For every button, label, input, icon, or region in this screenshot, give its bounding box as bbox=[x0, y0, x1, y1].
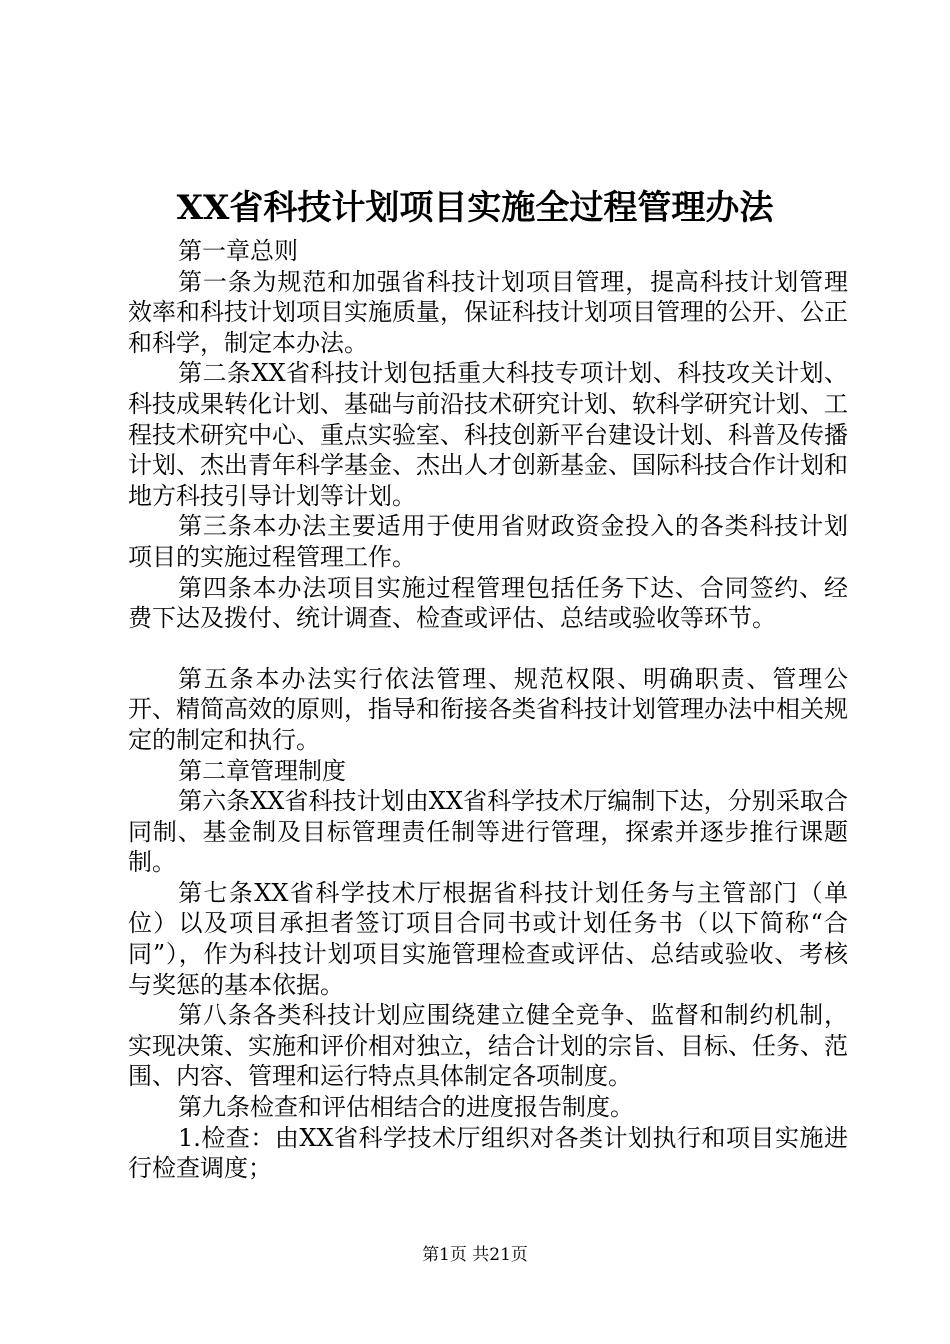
article-9: 第九条检查和评估相结合的进度报告制度。 bbox=[178, 1093, 634, 1122]
article-8: 第八条各类科技计划应围绕建立健全竞争、监督和制约机制，实现决策、实施和评价相对独立，结合计划的宗旨、目标、任务、范围、内容、管理和运行特点具体制定各项制度。 bbox=[128, 1001, 848, 1091]
article-6: 第六条XX省科技计划由XX省科学技术厅编制下达，分别采取合同制、基金制及目标管理责任制等进行管理，探索并逐步推行课题制。 bbox=[128, 787, 848, 877]
article-9-item-1: 1.检查：由XX省科学技术厅组织对各类计划执行和项目实施进行检查调度； bbox=[128, 1123, 848, 1183]
article-5: 第五条本办法实行依法管理、规范权限、明确职责、管理公开、精简高效的原则，指导和衔接各类省科技计划管理办法中相关规定的制定和执行。 bbox=[128, 664, 848, 754]
article-7: 第七条XX省科学技术厅根据省科技计划任务与主管部门（单位）以及项目承担者签订项目合同书或计划任务书（以下简称“合同”），作为科技计划项目实施管理检查或评估、总结或验收、考核与奖惩的基本依据。 bbox=[128, 878, 848, 999]
article-1: 第一条为规范和加强省科技计划项目管理，提高科技计划管理效率和科技计划项目实施质量，保证科技计划项目管理的公开、公正和科学，制定本办法。 bbox=[128, 267, 848, 357]
article-2: 第二条XX省科技计划包括重大科技专项计划、科技攻关计划、科技成果转化计划、基础与前沿技术研究计划、软科学研究计划、工程技术研究中心、重点实验室、科技创新平台建设计划、科普及传播计划、杰出青年科学基金、杰出人才创新基金、国际科技合作计划和地方科技引导计划等计划。 bbox=[128, 359, 848, 510]
chapter-heading-1: 第一章总则 bbox=[178, 237, 298, 265]
document-body bbox=[128, 236, 848, 1184]
chapter-heading-2: 第二章管理制度 bbox=[178, 756, 346, 785]
article-3: 第三条本办法主要适用于使用省财政资金投入的各类科技计划项目的实施过程管理工作。 bbox=[128, 512, 848, 571]
document-title: XX省科技计划项目实施全过程管理办法 bbox=[176, 188, 774, 228]
article-4: 第四条本办法项目实施过程管理包括任务下达、合同签约、经费下达及拨付、统计调查、检查或评估、总结或验收等环节。 bbox=[128, 573, 848, 633]
page-number-footer: 第1页 共21页 bbox=[422, 1245, 528, 1265]
